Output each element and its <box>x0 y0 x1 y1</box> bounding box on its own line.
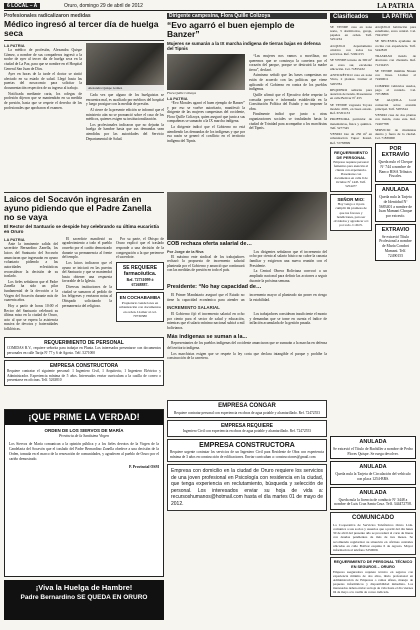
notice-extravio <box>375 224 416 262</box>
paragraph: Diversas instituciones de la ciudad se sumaron al pedido de los feligreses y enviaron notas al Obispado solicitando la permanencia del religioso. <box>62 285 112 308</box>
byline: LA PATRIA <box>4 236 25 242</box>
article-body <box>4 43 82 142</box>
classified-item: PROFESORA particular de matemáticas, física y química. Telf. 5277345 <box>330 117 372 130</box>
ad-constructora <box>4 360 164 386</box>
ad-title: EMPRESA CONSTRUCTORA <box>199 441 295 449</box>
classified-item: ANTICRÉTICO casa en zona Vinto, 2 plantas. Llamar al 5265784 <box>330 73 372 86</box>
paragraph: Finalmente indicó que junto a otras organizaciones sociales se trasladarán hasta la ciudad de Trinidad para acompañar a los marchistas del Tipnis. <box>249 112 327 131</box>
article-headline: Más indígenas se suman a la... <box>167 333 248 340</box>
ad-huelga-banner <box>4 580 164 620</box>
classifieds <box>330 13 416 433</box>
paragraph: Los dirigentes señalaron que el incremento del ocho por ciento al salario básico no cubre la canasta familiar y exigieron una nueva reunión con el Presidente. <box>249 249 327 268</box>
notice-anulada <box>375 184 416 222</box>
article-evo <box>167 13 327 189</box>
paragraph: Notificada mediante carta, los colegas de profesión dijeron que se mantendrán en su medida de presión, hasta que se respete el derecho de los profesionales que aprobaron el examen. <box>4 91 82 110</box>
ad-body: Empresa aseguradora requiere técnico en seguros con experiencia mínima de dos años, título profesional en Administración de Empresas o ramas afines, manejo de paquetes informáticos y disponibilidad inmediata. Los interesados deben enviar su hoja de vida hasta el día viernes 04 de mayo a la casilla de correo indicada. <box>333 569 413 595</box>
ad-phone: Ref. 72731099 ó 67268887. <box>126 277 154 288</box>
article-body-sub2 <box>167 312 327 331</box>
article-laicos <box>4 192 164 335</box>
ad-title: REQUERIMIENTO DE PERSONAL TÉCNICO EN SEGUROS – ORURO <box>333 560 413 570</box>
ads-block-middle <box>167 400 327 625</box>
classified-item: SERVICIO de mudanzas dentro y fuera de la ciudad. Cel. 71839900 <box>375 127 416 141</box>
notice-body: Se extravió Título Profesional a nombre de María Condori Mamani. Telf. 72490155 <box>379 234 412 258</box>
ad-que-prime-la-verdad <box>4 409 164 577</box>
classified-item: SE VENDE casa en zona norte, 3 dormitorios, garaje, papeles en orden. Telf. 5251234 <box>330 24 372 42</box>
classified-item: VENDO casa de dos plantas con tienda, zona este. Ref. 72467788 <box>375 113 416 126</box>
ad-body: Requiere urgente contratar los servicios de un Ingeniero Civil para Residente de Obra con experiencia mínima de 3 años en construcción de edificaciones. Enviar curriculum a: construcciones@gmail.com <box>170 450 324 459</box>
notice-body: Queda nula la Tarjeta de Circulación del vehículo con placa 1254-BRS. <box>335 472 411 481</box>
article-kicker: Dirigente campesina, Flora Quille Colizoya <box>167 13 327 19</box>
notice-title: ANULADA <box>359 464 387 471</box>
masthead: LA PATRIA <box>377 2 414 10</box>
byline: Por Jorge de la Riva <box>167 249 204 254</box>
signature-text: P. Provincial OSM <box>128 464 159 469</box>
classifieds-col-2 <box>375 25 416 262</box>
ad-title: EMPRESA REQUIERE <box>220 422 274 429</box>
ad-cochabamba <box>116 292 164 321</box>
classifieds-title: Clasificados <box>333 14 369 20</box>
ad-empresa-congar <box>167 400 327 418</box>
photo-caption: Alexandra Quispe Gómez <box>86 85 164 91</box>
classified-item: COMPRO vehículos usados, pago al contado. Cel. 70718866 <box>375 83 416 96</box>
edition-date: Oruro, domingo 29 de abril de 2012 <box>64 3 143 9</box>
ad-psicologia <box>167 464 327 511</box>
ad-requerimiento-personal <box>330 147 372 192</box>
article-subhead: El Rector del Santuario se despide hoy celebrando su última eucaristía en Oruro <box>4 223 159 235</box>
classified-item: SE VENDE minibús Nissan con línea. Llamar al 72490011 <box>375 68 416 82</box>
ad-title: SEÑOR MIO: <box>337 196 365 202</box>
paragraph: Los marchistas exigen que se respete la ley corta que declara intangible el parque y prohíbe la construcción de la carretera. <box>167 351 327 361</box>
classified-item: VENDO lote de 250 m² en urbanización Tupac Katari. Ref. 72738899 <box>330 132 372 145</box>
article-body-cont2 <box>116 237 164 260</box>
paragraph: La médico de profesión, Alexandra Quispe Gómez, a nombre de sus compañeros ingresó a la noche de ayer al tercer día de huelga seca en la ciudad de La Paz, para que se nombre en el Hospital General San Juan de Dios. <box>4 48 82 71</box>
paragraph: Los laicos indicaron que el ayuno se iniciará en las puertas del Santuario y que se mantendrá hasta obtener una respuesta favorable de la Iglesia. <box>62 260 112 284</box>
banner-title: ¡QUE PRIME LA VERDAD! <box>5 410 163 425</box>
paragraph: La dirigente indicó que el Gobierno no está atendiendo las demandas de los indígenas y que por esa razón se generó el conflicto en el territorio indígena del Tipnis. <box>167 125 245 143</box>
article-headline: COB rechaza oferta salarial de… <box>167 241 252 247</box>
ad-body: Los Siervos de María comunican a la opinión pública y a los fieles devotos de la Virgen de la Candelaria del Socavón que el traslado del Padre Bernardino Zanella obedece a una decisión de la Orden, tomada en el marco de la renovación de comunidades, y agradecen al pueblo de Oruro por el cariño demostrado. <box>9 441 159 461</box>
paragraph: Los profesionales indicaron que no dejarán la huelga de hambre hasta que sus demandas sean atendidas por las autoridades del Servicio Departamental de Salud. <box>86 122 164 141</box>
ad-body: Requiere contratar personal con experiencia en obras de agua potable y alcantarillado. Ref. 72472553 <box>174 410 320 415</box>
article-photo <box>167 54 245 90</box>
ad-body: Propietario vende lotes en urbanización con documentos en orden. Llamar al cel. 70730380 <box>119 301 161 319</box>
paragraph: La Central Obrera Boliviana convocó a un ampliado nacional para definir las acciones a seguir durante la próxima semana. <box>249 269 327 283</box>
classifieds-brand: LA PATRIA <box>382 14 413 20</box>
paragraph: Los fieles señalaron que el Padre Zanella ha sido un pilar fundamental de la devoción a la Virgen del Socavón durante más de cuarenta años. <box>4 279 58 303</box>
article-body <box>167 250 327 283</box>
classified-item: TRASPASO tienda de abarrotes con clientela. Ref. 71234455 <box>375 54 416 67</box>
ad-body: Empresa con domicilio en la ciudad de Oruro requiere los servicios de una joven profesional en Psicología con residencia en la ciudad, que tenga experiencia en reclutamiento, búsqueda y selección de personal. Los interesados enviar su hoja de vida a: recursoshumanos@hotmail.com hasta el día martes 01 de mayo de 2012. <box>171 468 323 507</box>
classified-item: SE VENDE vagoneta Toyota modelo 2005, en buen estado. Ref. 67201133 <box>330 102 372 115</box>
paragraph: Ayer en horas de la tarde el doctor se sintió afectado en su estado de salud. Llegó hasta las puertas del nosocomio para solicitar la documentación respectiva de su ingreso al trabajo. <box>4 72 82 91</box>
article-kicker: Profesionales radicalizaron medidas <box>4 13 91 19</box>
byline: LA PATRIA <box>4 43 25 49</box>
notice-body: Queda nulo el Cheque Nº 744 a nombre de Banco BISA Tributos Fiscales. <box>378 160 413 179</box>
article-body <box>167 96 245 144</box>
page-number: 6 LOCAL – A <box>4 3 40 9</box>
notice-body: Queda nula la licencia de conducir Nº 3448 a nombre de Luis Cruz Santa Cruz. Telf. 344472758. <box>334 497 412 507</box>
ad-body: Hoy vengo a ti para cumplir mi promesa de que tus favores y bendiciones, para ser olvidados y agradecer a ti por todo. C.M.N. <box>333 202 369 228</box>
ad-title: EMPRESA CONGAR <box>218 403 276 409</box>
paragraph: Los trabajadores consideran insuficiente el monto y demandan que se tome en cuenta el índice de inflación acumulada de la gestión pasada. <box>249 312 327 326</box>
ad-title: EN COCHABAMBA <box>119 295 161 301</box>
ad-title: SE REQUIERE farmacéutica. <box>122 264 158 278</box>
article-body-cont <box>86 93 164 141</box>
classifieds-col-1 <box>330 25 372 262</box>
photo-caption: Flora Quille Colizoya <box>167 90 197 95</box>
article-headline: Médico ingresó al tercer día de huelga seca <box>4 19 159 39</box>
article-body-cont <box>62 237 112 333</box>
article-body-cont <box>249 54 327 145</box>
paragraph: Asimismo señaló que las bases campesinas no están de acuerdo con las políticas que viene aplicando el Gobierno en contra de los pueblos indígenas. <box>249 73 327 92</box>
classified-item: ALQUILO habitación para estudiante, zona central. Cel. 70412567 <box>375 24 416 37</box>
paragraph: El máximo ente sindical de los trabajadores rechazó la propuesta de incremento salarial planteada por el Gobierno y anunció que continuará con las medidas de presión en todo el país. <box>167 254 245 273</box>
notice-title: ANULADA <box>359 489 387 496</box>
article-subhead: Mujeres se sumarán a la IX marcha indígena de tierras bajas en defensa del Tipnis <box>167 41 321 52</box>
page-header <box>4 3 416 11</box>
paragraph: Representantes de los pueblos indígenas del occidente anunciaron que se sumarán a la marcha en defensa del territorio indígena. <box>167 341 327 351</box>
ad-senor-mio <box>330 194 372 231</box>
ad-title: EMPRESA CONSTRUCTORA <box>49 363 119 370</box>
ad-comunicado <box>330 512 416 555</box>
ads-block-left <box>4 337 164 407</box>
article-subheadline: Presidente: “No hay capacidad de… <box>167 284 262 291</box>
bottom-right-notices <box>330 436 416 625</box>
paragraph: Cada vez que alguno de los huelguistas se encuentra mal, es auxiliado por médicos del hospital y luego prosigue con la medida de presión. <box>86 93 164 107</box>
org-name: ORDEN DE LOS SIERVOS DE MARÍA <box>44 428 124 434</box>
notice-anulada-4 <box>330 487 416 510</box>
org-sub: Provincia de la Santísima Virgen <box>58 433 110 438</box>
article-cob <box>167 192 327 397</box>
paragraph: Hoy a partir de horas 10:00 el Rector del Santuario celebrará su última misa en la ciudad de Oruro, acto al que se espera la asistencia masiva de devotos y fraternidades folklóricas. <box>4 303 58 332</box>
notice-anulada-3 <box>330 461 416 484</box>
paragraph: Quille afirmó que el Ejecutivo debe respetar la consulta previa e informada establecida en la Constitución Política del Estado y no imponer la obra. <box>249 92 327 111</box>
ad-title: REQUERIMIENTO DE PERSONAL <box>44 340 124 346</box>
ad-requerimiento <box>4 337 164 358</box>
notice-anulada-2 <box>330 436 416 459</box>
notice-por-extravio <box>375 143 416 183</box>
notice-body: Queda nula la Tarjeta de Identidad Nº 5683401 a nombre de Juan Mamani Choque por extravío. <box>378 195 413 218</box>
article-section-title: INCREMENTO SALARIAL <box>167 304 220 310</box>
ad-empresa-requiere <box>167 420 327 437</box>
ad-body: La Cooperativa de Servicios Telefónicos Oruro Ltda. comunica a sus socios y usuarios que a partir del día lunes 30 de abril del presente año se procederá al corte de líneas con deudas pendientes de más de tres meses. Se recomienda regularizar su situación en oficinas centrales ubicadas en calle Bolívar esquina 6 de Agosto. Mayor información al teléfono 5250000. <box>333 522 413 553</box>
ad-title: COMUNICADO <box>352 515 394 522</box>
paragraph: El Primer Mandatario aseguró que el Estado no tiene la capacidad económica para atender un incremento mayor al planteado sin poner en riesgo la estabilidad. <box>167 292 327 302</box>
paragraph: El Gobierno fijó el incremento salarial en ocho por ciento para el sector de salud y educación, mientras que el salario mínimo nacional subirá a mil bolivianos. <box>167 312 245 331</box>
paragraph: Ante la inminente salida del sacerdote Bernardino Zanella, los laicos del Santuario del Socavón anunciaron que ingresarán en ayuno voluntario pidiendo a las autoridades eclesiásticas reconsiderar la decisión de su traslado. <box>4 241 58 279</box>
ad-title: REQUERIMIENTO DE PERSONAL <box>334 149 368 160</box>
classified-item: SE VENDE terreno de 300 m² en zona sur, excelente ubicación. Cel. 71855432 <box>330 58 372 71</box>
classifieds-header <box>330 13 416 23</box>
paragraph: Por su parte, el Obispo de Oruro explicó que el traslado responde a una decisión de la congregación a la que pertenece el sacerdote. <box>116 236 164 260</box>
article-body <box>4 237 58 333</box>
banner-line: ¡Viva la Huelga de Hambre! <box>35 583 133 592</box>
ad-requerimiento-tecnico <box>330 557 416 597</box>
byline: LA PATRIA <box>167 95 188 101</box>
ad-body: Ingeniero Civil con experiencia en obras de agua potable y alcantarillado. Ref. 72472553 <box>182 429 312 434</box>
classified-item: REQUIERO señorita para atención de tienda. Presentarse en calle Bolívar Nº 455 <box>330 87 372 101</box>
classified-item: SE NECESITA ayudante de cocina con experiencia. Telf. 5242818 <box>375 39 416 52</box>
ad-body: COMIDAS B.V., requiere señorita para trabajar en Planta. Los interesados presentarse con documentos personales en calle Tarija Nº 77 y 6 de Agosto. Telf. 5271000 <box>7 346 161 355</box>
paragraph: “Las mujeres nos vamos a movilizar, no queremos que se construya la carretera por el corazón del parque, porque se destruirá la madre tierra”, declaró. <box>249 53 327 72</box>
paragraph: El sacerdote manifestó su agradecimiento a todo el pueblo orureño por el cariño demostrado durante su permanencia al frente del templo. <box>62 236 112 260</box>
article-photo <box>86 43 164 91</box>
paragraph: “Evo Morales agarró el buen ejemplo de Banzer” y por eso se vuelve autoritario, manifestó la dirigente de las mujeres campesinas del occidente, Flora Quille Colizoya, quien aseguró que junto a sus compañeras se sumarán a la IX marcha indígena. <box>167 100 245 124</box>
classified-item: ALQUILO departamento céntrico con todos los servicios. Ref. 72491155 <box>330 43 372 56</box>
notice-title: ANULADA <box>381 187 410 194</box>
article-mas-indigenas <box>167 335 327 361</box>
article-medico <box>4 13 164 189</box>
notice-body: Se extravió el Título de Bachiller a nombre de Pedro Flores Quispe. Se ruega devolver. <box>333 446 413 456</box>
article-body-sub1 <box>167 293 327 303</box>
notice-title: EXTRAVIO <box>381 226 410 233</box>
article-headline: Laicos del Socavón ingresarán en ayuno pidiendo que el Padre Zanella no se vaya <box>4 194 152 222</box>
ad-farmacia <box>116 262 164 291</box>
paragraph: Al cierre de la presente edición se informó que el ministerio aún no se pronunció sobre el caso de los médicos, quienes exigen su institucionalización. <box>86 107 164 122</box>
ad-body: Empresa requiere personal femenino para atención al cliente con experiencia. Presentarse con documentos en calle 6 de Octubre Nº 1445. Telf. 5254477 <box>333 159 369 189</box>
notice-title: POR EXTRAVÍO <box>381 145 410 159</box>
classified-item: SE ALQUILA local comercial sobre avenida principal. Telf. 5283344 <box>375 98 416 111</box>
notice-title: ANULADA <box>359 439 387 445</box>
article-photo <box>167 192 327 240</box>
banner-line: Padre Bernardino SE QUEDA EN ORURO <box>20 594 148 602</box>
ad-empresa-constructora <box>167 439 327 463</box>
article-headline: “Evo agarró el buen ejemplo de Banzer” <box>167 20 295 40</box>
ad-body: Requiere contratar el siguiente personal: 1 Ingeniero Civil, 1 Arquitecto, 1 Ingeniero Eléctrico y Administrador. Experiencia mínima de 5 años. Interesados enviar curriculum a la casilla de correo o presentarse en oficinas. Telf. 5263810 <box>7 369 161 383</box>
